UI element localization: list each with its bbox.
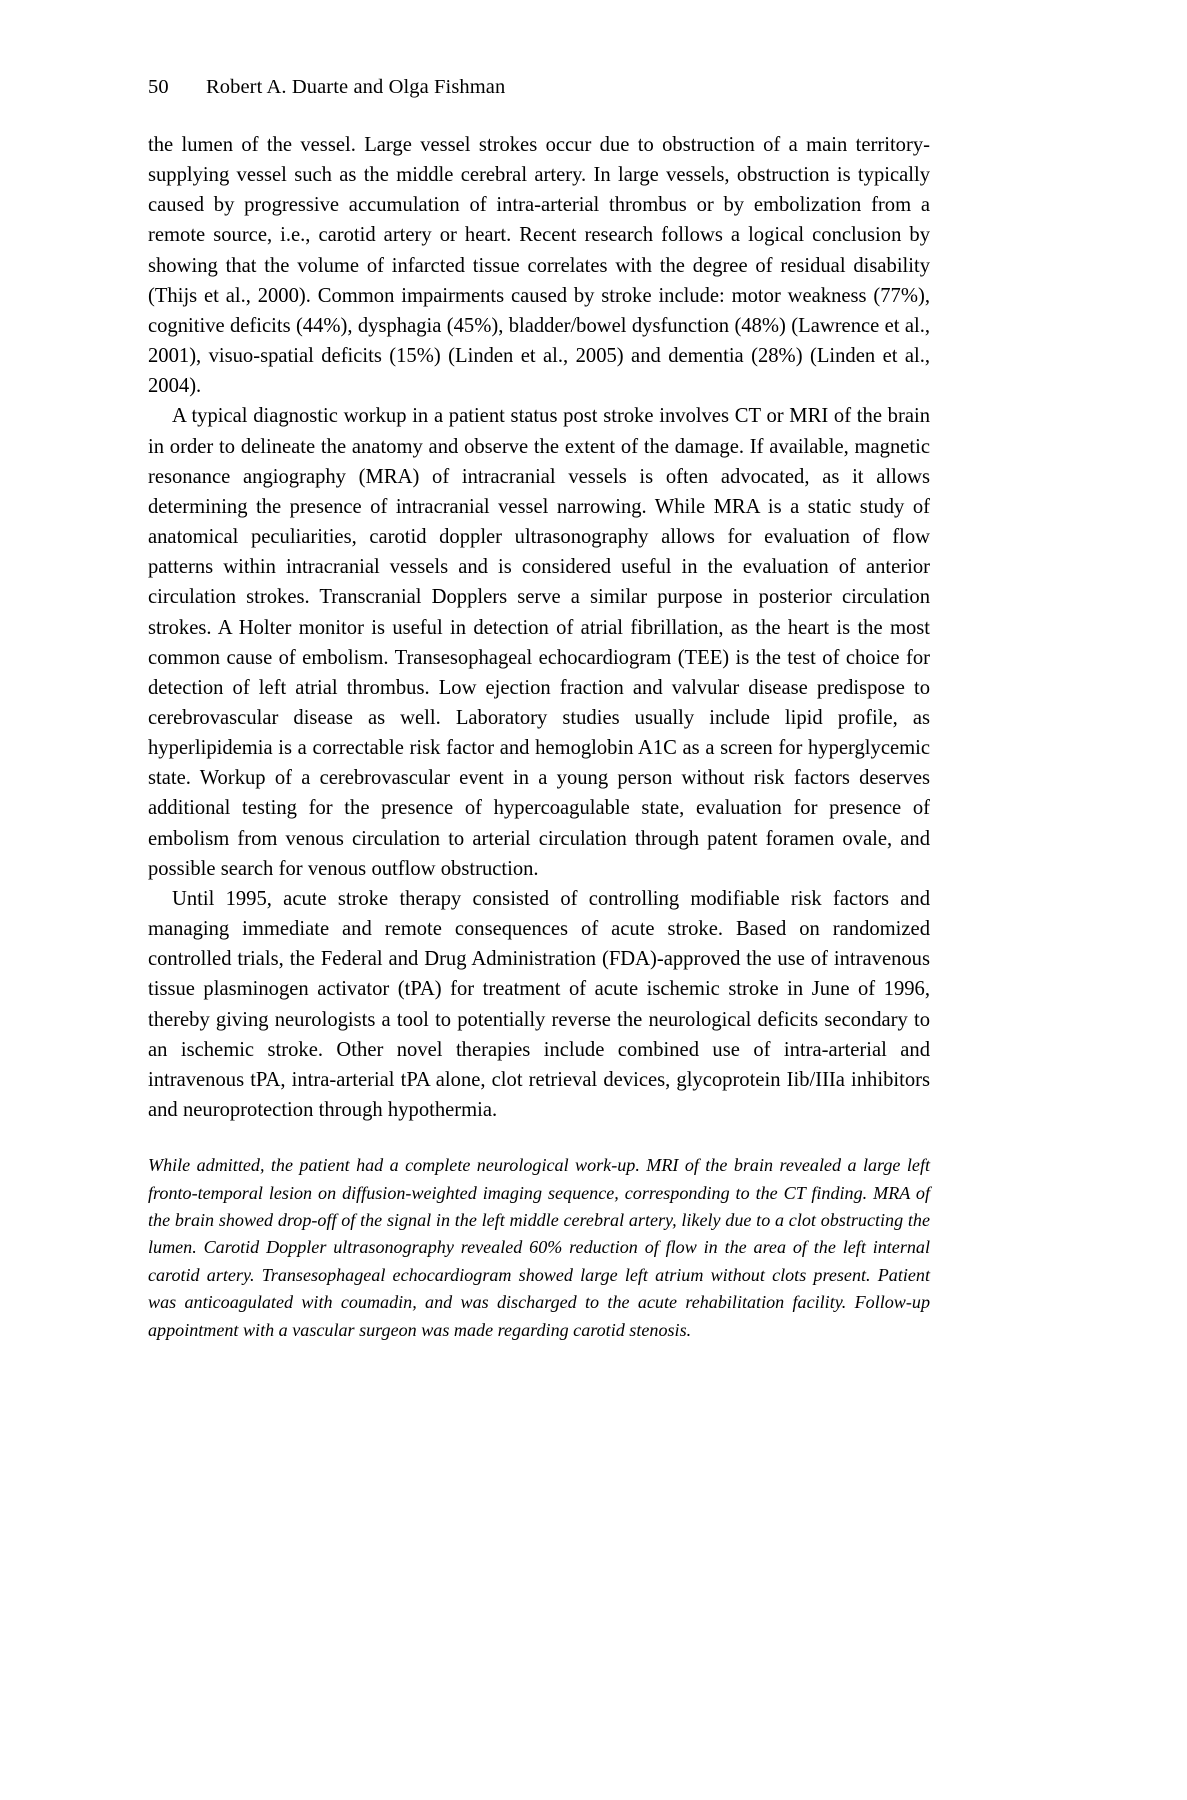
page-number: 50: [148, 76, 169, 98]
paragraph-2: A typical diagnostic workup in a patient status post stroke involves CT or MRI of the brain in order to delineate the anatomy and observe the extent of the damage. If available, magnetic resonance angiography (MRA) of intracranial vessels is often advocated, as it allows determining the presence of intracranial vessel narrowing. While MRA is a static study of anatomical peculiarities, carotid doppler ultrasonography allows for evaluation of flow patterns within intracranial vessels and is considered useful in the evaluation of anterior circulation strokes. Transcranial Dopplers serve a similar purpose in posterior circulation strokes. A Holter monitor is useful in detection of atrial fibrillation, as the heart is the most common cause of embolism. Transesophageal echocardiogram (TEE) is the test of choice for detection of left atrial thrombus. Low ejection fraction and valvular disease predispose to cerebrovascular disease as well. Laboratory studies usually include lipid profile, as hyperlipidemia is a correctable risk factor and hemoglobin A1C as a screen for hyperglycemic state. Workup of a cerebrovascular event in a young person without risk factors deserves additional testing for the presence of hypercoagulable state, evaluation for presence of embolism from venous circulation to arterial circulation through patent foramen ovale, and possible search for venous outflow obstruction.: [148, 405, 930, 880]
paragraph-3: Until 1995, acute stroke therapy consisted of controlling modifiable risk factors and managing immediate and remote consequences of acute stroke. Based on randomized controlled trials, the Federal and Drug Administration (FDA)-approved the use of intravenous tissue plasminogen activator (tPA) for treatment of acute ischemic stroke in June of 1996, thereby giving neurologists a tool to potentially reverse the neurological deficits secondary to an ischemic stroke. Other novel therapies include combined use of intra-arterial and intravenous tPA, intra-arterial tPA alone, clot retrieval devices, glycoprotein Iib/IIIa inhibitors and neuroprotection through hypothermia.: [148, 887, 930, 1121]
paragraph-1: the lumen of the vessel. Large vessel strokes occur due to obstruction of a main territory-supplying vessel such as the middle cerebral artery. In large vessels, obstruction is typically caused by progressive accumulation of intra-arterial thrombus or by embolization from a remote source, i.e., carotid artery or heart. Recent research follows a logical conclusion by showing that the volume of infarcted tissue correlates with the degree of residual disability (Thijs et al., 2000). Common impairments caused by stroke include: motor weakness (77%), cognitive deficits (44%), dysphagia (45%), bladder/bowel dysfunction (48%) (Lawrence et al., 2001), visuo-spatial deficits (15%) (Linden et al., 2005) and dementia (28%) (Linden et al., 2004).: [148, 134, 930, 398]
body-text: [148, 130, 930, 1125]
case-report-text: While admitted, the patient had a complete neurological work-up. MRI of the brain revealed a large left fronto-temporal lesion on diffusion-weighted imaging sequence, corresponding to the CT finding. MRA of the brain showed drop-off of the signal in the left middle cerebral artery, likely due to a clot obstructing the lumen. Carotid Doppler ultrasonography revealed 60% reduction of flow in the area of the left internal carotid artery. Transesophageal echocardiogram showed large left atrium without clots present. Patient was anticoagulated with coumadin, and was discharged to the acute rehabilitation facility. Follow-up appointment with a vascular surgeon was made regarding carotid stenosis.: [148, 1155, 930, 1340]
page-content: [148, 74, 930, 1344]
running-header: [148, 74, 930, 100]
header-authors: Robert A. Duarte and Olga Fishman: [206, 76, 506, 98]
case-report-block: [148, 1152, 930, 1344]
